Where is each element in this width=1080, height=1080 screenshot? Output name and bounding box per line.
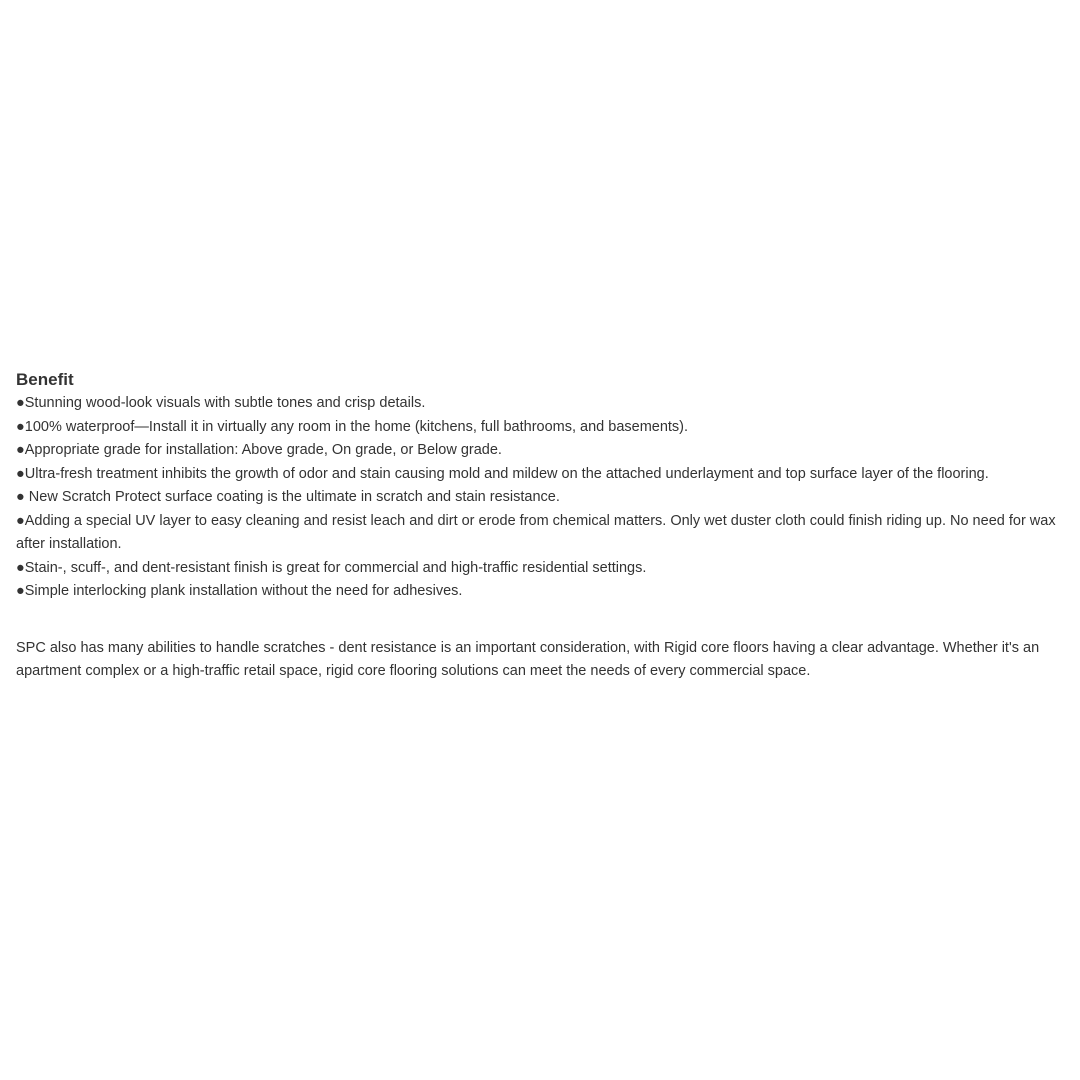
description-paragraph: SPC also has many abilities to handle scratches - dent resistance is an important consideration, with Rigid core floors having a clear advantage. Whether it's an apartment complex or a high-traffic retail space, rigid core flooring solutions can meet the needs of every commercial space. xyxy=(16,639,1040,679)
benefit-item: ●Stain-, scuff-, and dent-resistant finish is great for commercial and high-traffic residential settings. xyxy=(16,559,647,576)
benefit-item: ● New Scratch Protect surface coating is the ultimate in scratch and stain resistance. xyxy=(16,489,560,505)
benefit-item: ●Stunning wood-look visuals with subtle tones and crisp details. xyxy=(16,395,426,411)
benefit-section xyxy=(16,368,1076,684)
benefit-item: ●Appropriate grade for installation: Above grade, On grade, or Below grade. xyxy=(16,442,502,458)
benefit-list xyxy=(16,392,1076,604)
section-heading: Benefit xyxy=(16,370,74,389)
benefit-item: ●Adding a special UV layer to easy cleaning and resist leach and dirt or erode from chemical matters. Only wet duster cloth could finish riding up. No need for wax after installation. xyxy=(16,512,1056,552)
benefit-item: ●Ultra-fresh treatment inhibits the growth of odor and stain causing mold and mildew on the attached underlayment and top surface layer of the flooring. xyxy=(16,465,989,482)
benefit-item: ●Simple interlocking plank installation without the need for adhesives. xyxy=(16,583,463,599)
benefit-item: ●100% waterproof—Install it in virtually any room in the home (kitchens, full bathrooms, and basements). xyxy=(16,418,689,435)
